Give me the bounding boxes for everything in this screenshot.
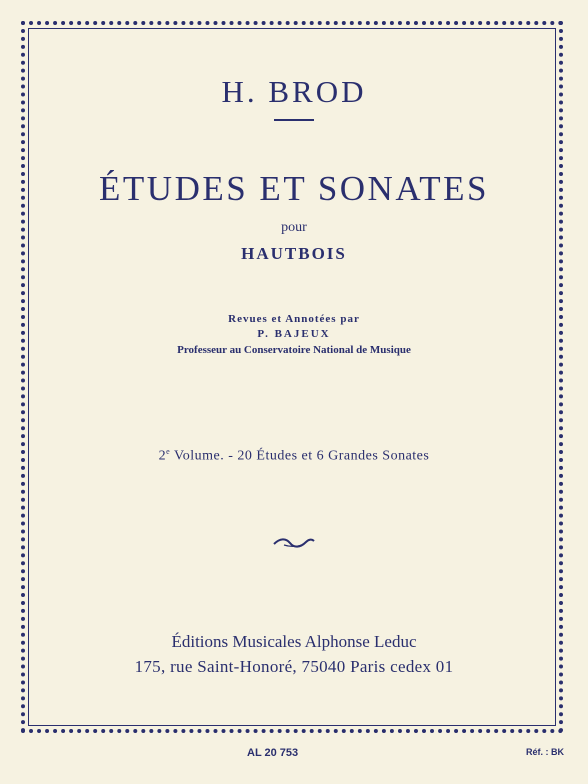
catalog-code: AL 20 753 [247, 747, 299, 759]
volume-ordinal-suffix: e [166, 447, 171, 456]
editor-name: P. BAJEUX [257, 328, 331, 340]
composer-name: H. BROD [221, 74, 367, 109]
volume-description: Volume. - 20 Études et 6 Grandes Sonates [170, 448, 430, 464]
editor-title: Professeur au Conservatoire National de Musique [177, 344, 411, 356]
instrument-name: HAUTBOIS [241, 244, 347, 263]
publisher-name: Éditions Musicales Alphonse Leduc [171, 632, 417, 651]
volume-line [0, 443, 588, 466]
volume-number: 2 [158, 448, 167, 464]
decorative-border-inner [28, 28, 556, 726]
work-title: ÉTUDES ET SONATES [99, 169, 489, 208]
flourish-icon [272, 536, 316, 550]
revised-by-label: Revues et Annotées par [228, 313, 360, 325]
title-divider [274, 119, 314, 121]
publisher-address: 175, rue Saint-Honoré, 75040 Paris cedex 01 [134, 657, 454, 676]
pour-label: pour [281, 220, 307, 235]
reference-code: Réf. : BK [526, 747, 564, 757]
